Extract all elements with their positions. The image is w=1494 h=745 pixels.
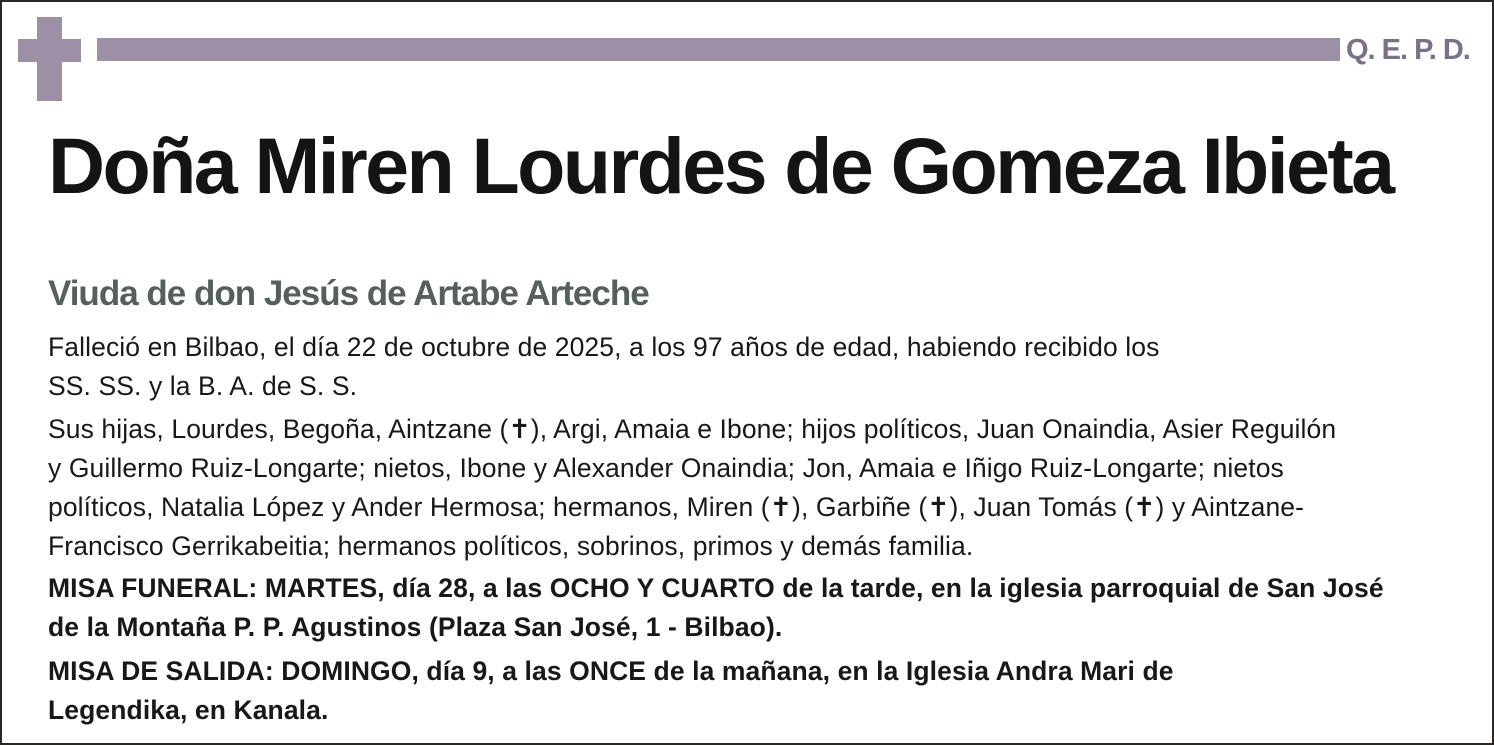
header-rule: [97, 38, 1340, 61]
death-notice: [48, 328, 1159, 406]
cross-horizontal: [18, 39, 81, 62]
text-line: Legendika, en Kanala.: [48, 695, 329, 725]
family-list: [48, 410, 1336, 566]
deceased-name: Doña Miren Lourdes de Gomeza Ibieta: [48, 121, 1393, 210]
text-line: de la Montaña P. P. Agustinos (Plaza San José, 1 - Bilbao).: [48, 612, 783, 642]
text-line: Sus hijas, Lourdes, Begoña, Aintzane (✝), Argi, Amaia e Ibone; hijos políticos, Juan Onaindia, Asier Reguilón: [48, 414, 1337, 444]
text-line: SS. SS. y la B. A. de S. S.: [48, 371, 358, 401]
widow-of: Viuda de don Jesús de Artabe Arteche: [48, 274, 649, 313]
text-line: Francisco Gerrikabeitia; hermanos políticos, sobrinos, primos y demás familia.: [48, 531, 974, 561]
text-line: MISA DE SALIDA: DOMINGO, día 9, a las ONCE de la mañana, en la Iglesia Andra Mari de: [48, 656, 1174, 686]
text-line: MISA FUNERAL: MARTES, día 28, a las OCHO Y CUARTO de la tarde, en la iglesia parroquial de San José: [48, 573, 1384, 603]
text-line: y Guillermo Ruiz-Longarte; nietos, Ibone y Alexander Onaindia; Jon, Amaia e Iñigo Ruiz-Longarte; nietos: [48, 453, 1284, 483]
departure-mass: [48, 652, 1174, 730]
text-line: políticos, Natalia López y Ander Hermosa; hermanos, Miren (✝), Garbiñe (✝), Juan Tomás (✝) y Aintzane-: [48, 492, 1305, 522]
qepd-label: Q. E. P. D.: [1346, 34, 1470, 66]
text-line: Falleció en Bilbao, el día 22 de octubre de 2025, a los 97 años de edad, habiendo recibido los: [48, 332, 1160, 362]
funeral-mass: [48, 569, 1384, 647]
